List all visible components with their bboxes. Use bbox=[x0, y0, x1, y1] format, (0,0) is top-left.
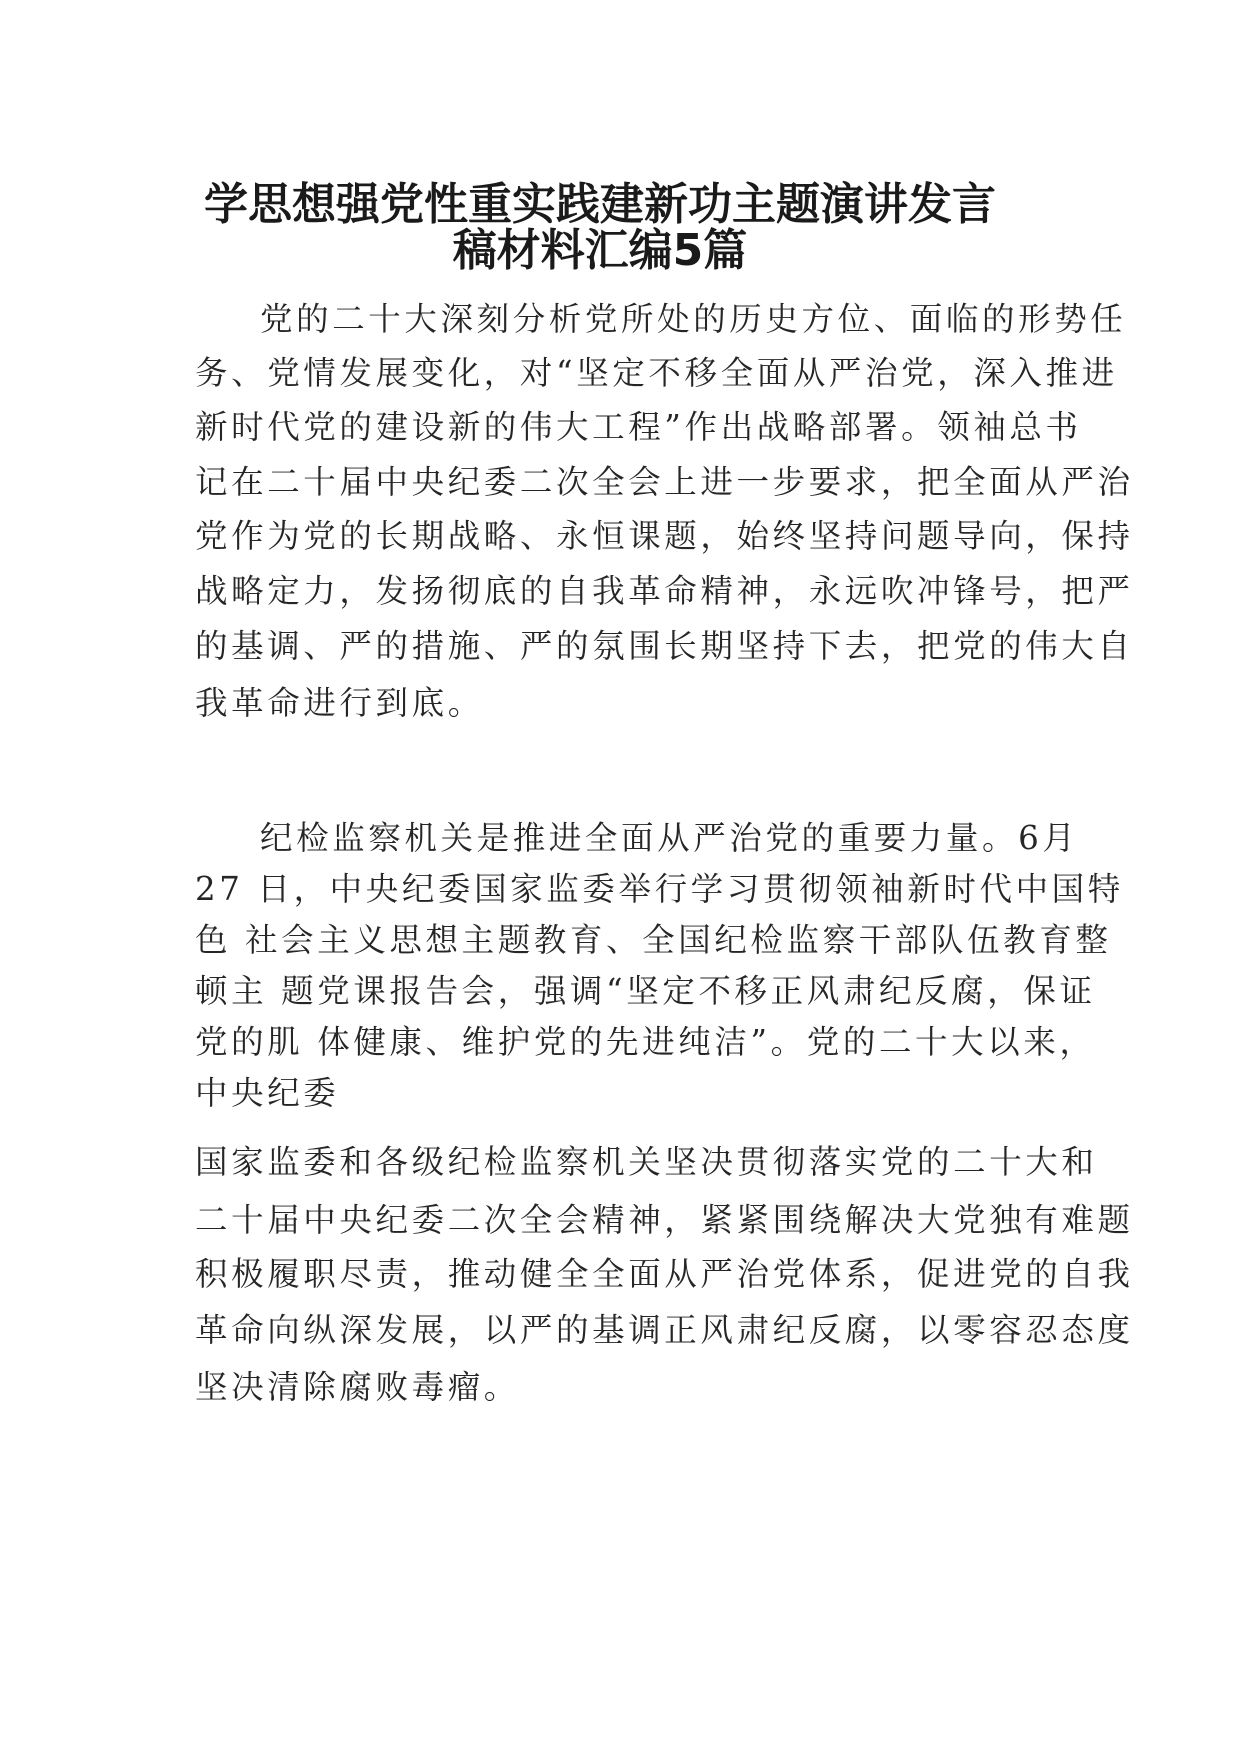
paragraph-line: 二十届中央纪委二次全会精神，紧紧围绕解决大党独有难题 bbox=[195, 1201, 1134, 1239]
paragraph-line: 27 日，中央纪委国家监委举行学习贯彻领袖新时代中国特 bbox=[195, 870, 1124, 908]
document-title-line-1: 学思想强党性重实践建新功主题演讲发言 bbox=[204, 179, 996, 230]
paragraph-line: 党的肌 体健康、维护党的先进纯洁”。党的二十大以来， bbox=[195, 1023, 1096, 1061]
paragraph-line: 积极履职尽责，推动健全全面从严治党体系，促进党的自我 bbox=[195, 1255, 1134, 1293]
paragraph-line: 坚决清除腐败毒瘤。 bbox=[195, 1368, 520, 1406]
paragraph-line: 色 社会主义思想主题教育、全国纪检监察干部队伍教育整 bbox=[195, 921, 1112, 959]
paragraph-line: 党作为党的长期战略、永恒课题，始终坚持问题导向，保持 bbox=[195, 517, 1134, 555]
paragraph-line: 中央纪委 bbox=[195, 1074, 340, 1112]
paragraph-line: 我革命进行到底。 bbox=[195, 684, 484, 722]
paragraph-line: 新时代党的建设新的伟大工程”作出战略部署。领袖总书 bbox=[195, 408, 1082, 446]
document-title-line-2: 稿材料汇编5篇 bbox=[452, 225, 748, 276]
paragraph-line: 记在二十届中央纪委二次全会上进一步要求，把全面从严治 bbox=[195, 463, 1134, 501]
paragraph-line: 务、党情发展变化，对“坚定不移全面从严治党，深入推进 bbox=[195, 354, 1118, 392]
paragraph-line: 的基调、严的措施、严的氛围长期坚持下去，把党的伟大自 bbox=[195, 627, 1134, 665]
paragraph-line: 纪检监察机关是推进全面从严治党的重要力量。6月 bbox=[260, 819, 1079, 857]
paragraph-line: 革命向纵深发展，以严的基调正风肃纪反腐，以零容忍态度 bbox=[195, 1311, 1134, 1349]
paragraph-line: 战略定力，发扬彻底的自我革命精神，永远吹冲锋号，把严 bbox=[195, 572, 1134, 610]
paragraph-line: 顿主 题党课报告会，强调“坚定不移正风肃纪反腐，保证 bbox=[195, 972, 1096, 1010]
paragraph-line: 国家监委和各级纪检监察机关坚决贯彻落实党的二十大和 bbox=[195, 1143, 1098, 1181]
paragraph-line: 党的二十大深刻分析党所处的历史方位、面临的形势任 bbox=[260, 300, 1127, 338]
